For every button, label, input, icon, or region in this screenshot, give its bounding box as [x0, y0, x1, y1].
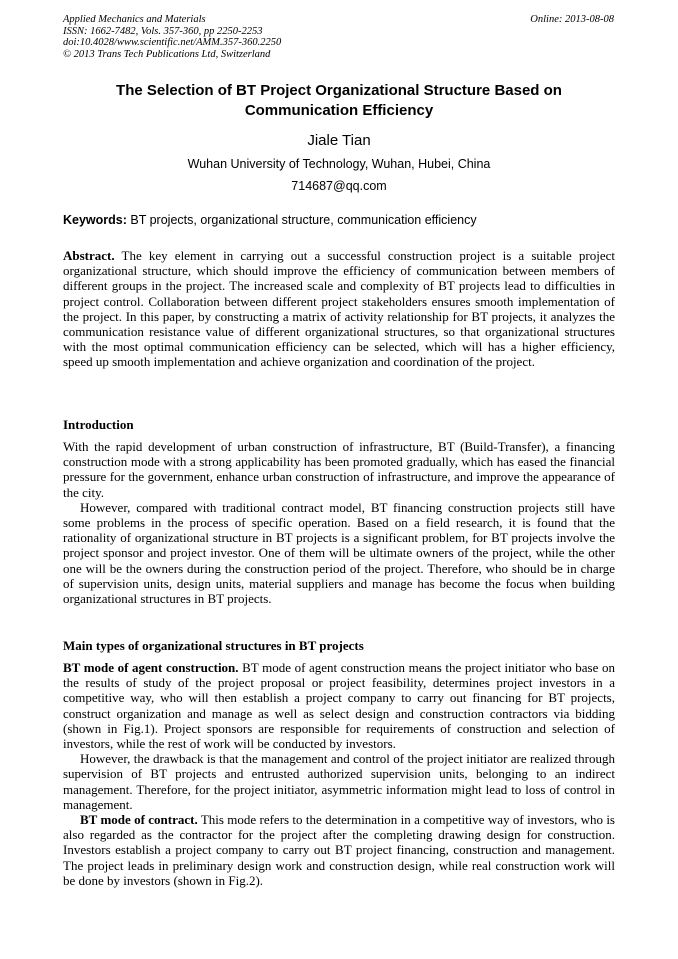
contract-mode-text: This mode refers to the determination in a competitive way of investors, who is also regarded as the contractor for the project after the completing drawing design for construction. Investors establish a project company to carry out BT project financing, construction and management. The project leads in preliminary design work and construction design, while real construction work will be done by investors (shown in Fig.2).: [63, 812, 615, 888]
main-types-heading: Main types of organizational structures in BT projects: [63, 638, 364, 653]
online-date: Online: 2013-08-08: [530, 14, 614, 25]
agent-construction-label: BT mode of agent construction.: [63, 660, 239, 675]
introduction-paragraph-2: However, compared with traditional contract model, BT financing construction projects still have some problems in the process of specific operation. Based on a field research, it is found that the rationality of organizational structure in BT projects is a significant problem, for BT projects involve the project sponsor and project investor. One of them will be ultimate owners of the project, while the other one will be the owners during the construction period of the project. Therefore, who should be in charge of supervision units, design units, material suppliers and manage has become the focus when building organizational structures in BT projects.: [63, 499, 615, 607]
title-line-1: The Selection of BT Project Organizational Structure Based on: [116, 82, 562, 99]
keywords-text: BT projects, organizational structure, communication efficiency: [126, 213, 477, 227]
author-affiliation: Wuhan University of Technology, Wuhan, Hubei, China: [187, 157, 491, 171]
abstract: [63, 248, 615, 370]
abstract-paragraph: [63, 248, 615, 370]
paper-title: [63, 81, 615, 120]
journal-name: Applied Mechanics and Materials: [63, 14, 206, 25]
keywords: [63, 212, 615, 228]
agent-construction-text: BT mode of agent construction means the project initiator who base on the results of study of the project proposal or project feasibility, determines project investors in a competitive way, who will then establish a project company to carry out financing for BT projects, construct organization and manage as well as select design and construction contractors via bidding (shown in Fig.1). Project sponsors are responsible for requirements of construction and selection of investors, while the rest of work will be conducted by investors.: [63, 660, 615, 752]
abstract-label: Abstract.: [63, 248, 115, 263]
doi-line: doi:10.4028/www.scientific.net/AMM.357-360.2250: [63, 37, 282, 48]
title-line-2: Communication Efficiency: [244, 101, 434, 119]
keywords-label: Keywords:: [63, 213, 127, 227]
journal-header: [63, 14, 281, 60]
abstract-text: The key element in carrying out a successful construction project is a suitable project organizational structure, which should improve the efficiency of communication between members of different groups in the project. The increased scale and complexity of BT projects lead to difficulties in project control. Collaboration between different project stakeholders ensures smooth implementation of the project. In this paper, by constructing a matrix of activity relationship for BT projects, it analyzes the communication resistance value of different organizational structures, so that organizational structures with the most optimal communication efficiency can be selected, which will has a higher efficiency, speed up smooth implementation and achieve organization and coordination of the project.: [63, 248, 615, 370]
author-email: 714687@qq.com: [291, 179, 387, 193]
agent-construction-paragraph: [63, 660, 615, 751]
contract-mode-label: BT mode of contract.: [80, 812, 198, 828]
introduction-paragraph-1: With the rapid development of urban construction of infrastructure, BT (Build-Transfer), a financing construction mode with a strong applicability has been promoted gradually, which has eased the financial pressure for the government, enhance urban construction of infrastructure, and improve the appearance of the city.: [63, 439, 615, 500]
introduction-body: [63, 439, 615, 606]
author-name: Jiale Tian: [307, 132, 371, 149]
issn-line: ISSN: 1662-7482, Vols. 357-360, pp 2250-2253: [63, 25, 263, 37]
contract-mode-paragraph: [63, 812, 615, 888]
introduction-heading: Introduction: [63, 417, 134, 432]
main-types-body: [63, 660, 615, 888]
drawback-paragraph: However, the drawback is that the management and control of the project initiator are realized through supervision of BT projects and entrusted authorized supervision units, belonging to an indirect management. Therefore, for the project initiator, asymmetric information might lead to loss of control in management.: [63, 751, 615, 812]
copyright-line: © 2013 Trans Tech Publications Ltd, Switzerland: [63, 48, 271, 60]
